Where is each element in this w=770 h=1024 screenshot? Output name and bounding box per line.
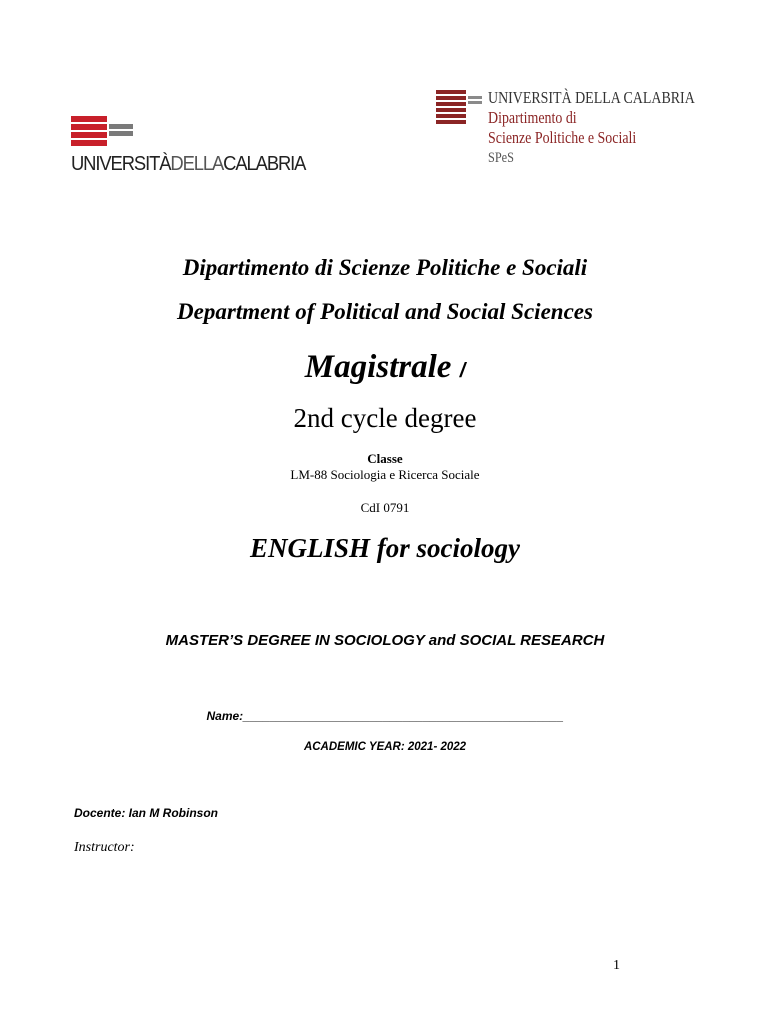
classe-label: Classe: [367, 451, 403, 466]
department-name-italian: Dipartimento di Scienze Politiche e Sociali: [182, 255, 588, 280]
department-name-english: Department of Political and Social Sciences: [177, 299, 593, 324]
docente-line: Docente: Ian M Robinson: [74, 806, 218, 820]
instructor-label: Instructor:: [74, 840, 135, 855]
university-logo-left: [71, 116, 351, 176]
university-logo-mark: [71, 116, 141, 152]
programme-title: MASTER’S DEGREE IN SOCIOLOGY and SOCIAL RESEARCH: [165, 632, 605, 649]
name-field-line: Name:________________________________________________: [206, 709, 564, 723]
academic-year: ACADEMIC YEAR: 2021- 2022: [303, 741, 467, 753]
department-logo-right: [436, 88, 695, 176]
logo-university-name: UNIVERSITÀ DELLA CALABRIA: [488, 88, 695, 107]
degree-title-slash: /: [459, 360, 466, 382]
logo-dept-acronym: SPeS: [488, 150, 514, 166]
course-title: ENGLISH for sociology: [250, 533, 520, 563]
logo-dept-line2: Scienze Politiche e Sociali: [488, 128, 637, 147]
degree-title-text: Magistrale: [304, 349, 452, 385]
university-logo-wordmark: UNIVERSITÀDELLACALABRIA: [71, 153, 306, 175]
classe-value: LM-88 Sociologia e Ricerca Sociale: [290, 467, 480, 482]
degree-title: [0, 349, 770, 386]
page-number: 1: [613, 958, 620, 973]
degree-subtitle: 2nd cycle degree: [293, 403, 477, 433]
cdl-code: CdI 0791: [360, 500, 410, 515]
logo-dept-line1: Dipartimento di: [488, 108, 577, 127]
department-logo-mark: [436, 90, 482, 130]
